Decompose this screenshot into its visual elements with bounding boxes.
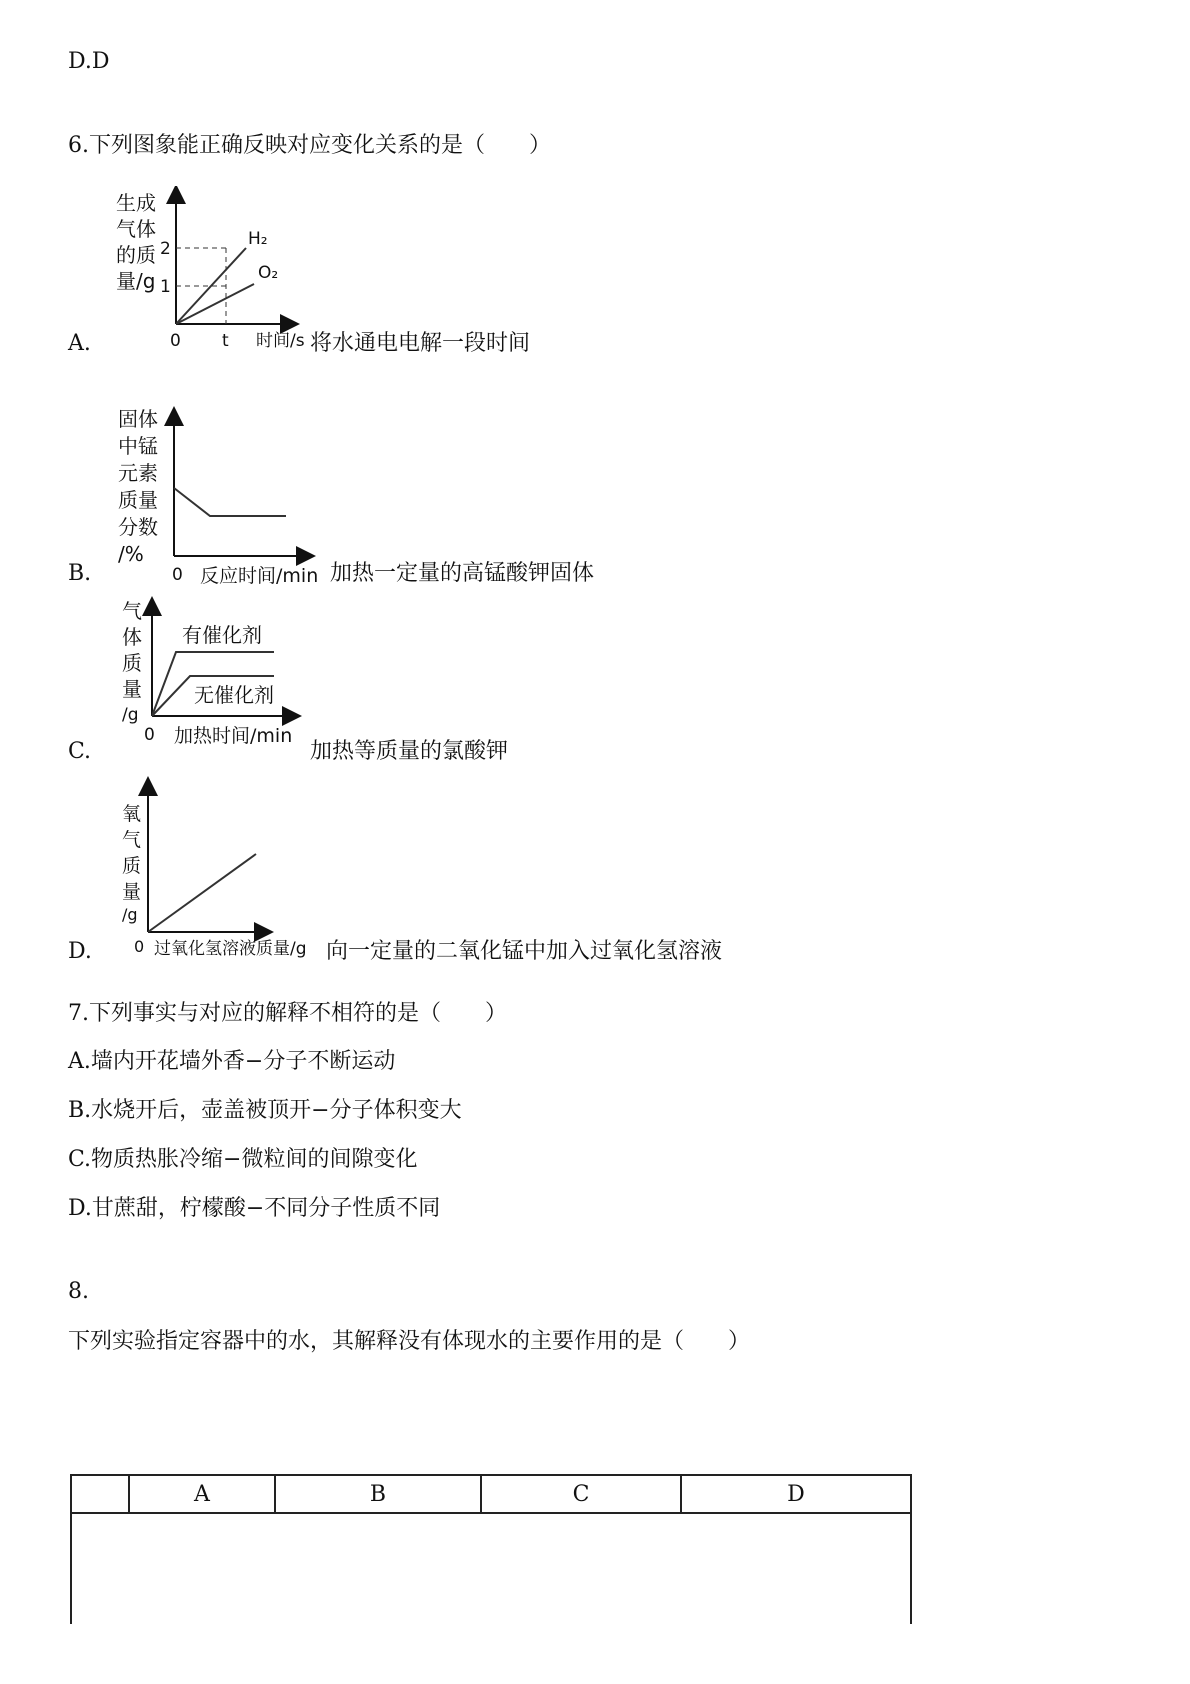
graph-kclo3 [96,596,306,766]
table-header-cell: A [129,1475,275,1513]
mn-fraction-line [174,488,286,516]
series-label-no-catalyst: 无催化剂 [194,683,274,707]
origin-label: 0 [172,565,183,585]
origin-label: 0 [170,331,181,351]
series-label-o2: O₂ [258,263,279,283]
series-label-h2: H₂ [248,229,268,249]
y-tick-2: 2 [160,239,171,259]
option-text: 向一定量的二氧化锰中加入过氧化氢溶液 [326,939,723,964]
o2-line [176,284,254,324]
y-label-line: /g [122,905,138,924]
option-text: 将水通电电解一段时间 [310,331,531,356]
q8-stem: 下列实验指定容器中的水，其解释没有体现水的主要作用的是（ ） [68,1329,751,1354]
x-tick-t: t [222,331,229,351]
option-letter: B. [68,561,92,586]
q7-option-c[interactable]: C.物质热胀冷缩−微粒间的间隙变化 [68,1147,418,1172]
o2-line [148,854,256,932]
table-header-cell: B [275,1475,481,1513]
q6-option-b[interactable] [68,406,594,588]
q6-option-a[interactable] [68,186,530,358]
y-label-line: 质 [122,855,142,877]
q7-option-b[interactable]: B.水烧开后，壶盖被顶开−分子体积变大 [68,1098,462,1123]
option-letter: A. [68,331,91,356]
y-label-line: 量 [122,677,142,701]
series-label-catalyst: 有催化剂 [182,623,262,647]
y-label-line: 量 [122,881,142,903]
option-text: 加热等质量的氯酸钾 [310,739,509,764]
q8-table [70,1474,912,1624]
y-tick-1: 1 [160,277,171,297]
q7-option-a[interactable]: A.墙内开花墙外香−分子不断运动 [68,1049,396,1074]
option-text: 加热一定量的高锰酸钾固体 [330,561,595,586]
y-label-line: 生成 [116,191,156,215]
q6-stem: 6.下列图象能正确反映对应变化关系的是（ ） [68,133,551,158]
y-label-line: 气体 [116,217,156,241]
option-letter: D. [68,939,92,964]
y-label-line: 氧 [122,803,142,825]
q8-number: 8. [68,1279,89,1304]
y-label-line: 体 [122,625,142,649]
q6-option-c[interactable] [68,596,508,766]
y-label-line: /g [122,705,139,725]
option-letter: C. [68,739,92,764]
graph-h2o2 [96,776,322,966]
prev-option-d: D.D [68,49,110,74]
y-label-line: 气 [122,829,142,851]
x-axis-label: 加热时间/min [174,725,293,747]
origin-label: 0 [144,725,155,745]
q7-stem: 7.下列事实与对应的解释不相符的是（ ） [68,1001,507,1026]
q6-option-d[interactable] [68,776,722,966]
y-label-line: 的质 [116,243,156,267]
y-label-line: /% [118,542,144,566]
origin-label: 0 [134,937,145,956]
graph-electrolysis [96,186,306,358]
graph-kmno4 [96,406,326,588]
x-axis-label: 时间/s [256,331,305,351]
x-axis-label: 反应时间/min [200,565,319,587]
y-label-line: 固体 [118,407,158,431]
table-body-cell [71,1513,911,1624]
y-label-line: 质量 [118,488,158,512]
table-header-cell: D [681,1475,911,1513]
y-label-line: 元素 [118,461,158,485]
y-label-line: 分数 [118,515,158,539]
y-label-line: 气 [122,599,142,623]
y-label-line: 中锰 [118,434,158,458]
table-header-cell [71,1475,129,1513]
y-label-line: 质 [122,651,142,675]
q7-option-d[interactable]: D.甘蔗甜，柠檬酸−不同分子性质不同 [68,1196,441,1221]
x-axis-label: 过氧化氢溶液质量/g [154,939,307,959]
y-label-line: 量/g [116,269,156,293]
table-header-cell: C [481,1475,681,1513]
